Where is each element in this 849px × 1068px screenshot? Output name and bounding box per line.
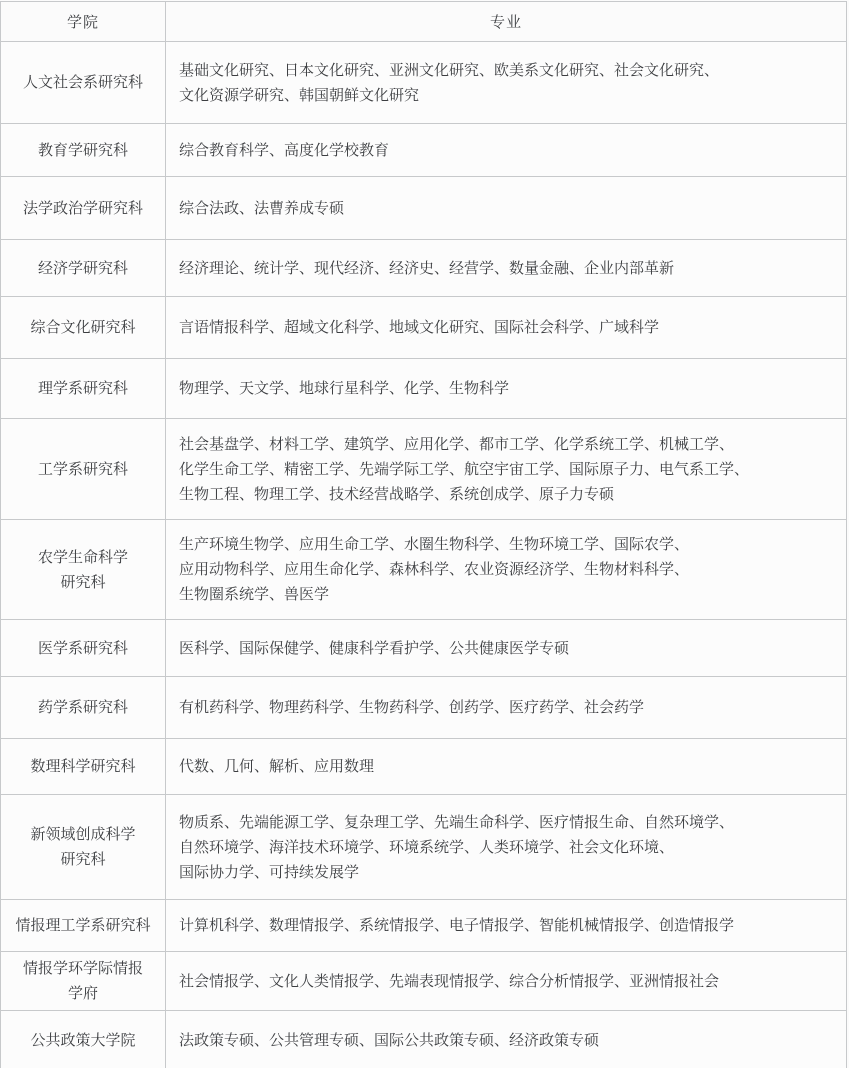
table-row — [1, 520, 847, 620]
college-cell — [1, 1011, 166, 1068]
college-cell — [1, 620, 166, 677]
table-row — [1, 177, 847, 240]
majors-cell — [166, 620, 847, 677]
major-line: 国际协力学、可持续发展学 — [179, 863, 360, 881]
college-line: 新领域创成科学 — [30, 826, 136, 843]
major-line: 言语情报科学、超域文化科学、地域文化研究、国际社会科学、广域科学 — [179, 319, 660, 336]
major-line: 计算机科学、数理情报学、系统情报学、电子情报学、智能机械情报学、创造情报学 — [179, 917, 735, 934]
majors-cell — [166, 520, 847, 620]
college-line: 学府 — [67, 985, 98, 1002]
college-line: 医学系研究科 — [37, 639, 128, 657]
table-row — [1, 795, 847, 900]
major-line: 生物圈系统学、兽医学 — [179, 586, 330, 603]
majors-cell — [166, 952, 847, 1011]
college-line: 数理科学研究科 — [30, 758, 136, 775]
table-row — [1, 739, 847, 795]
major-line: 生产环境生物学、应用生命工学、水圈生物科学、生物环境工学、国际农学、 — [179, 536, 690, 553]
majors-cell — [166, 124, 847, 177]
college-line: 教育学研究科 — [37, 141, 128, 159]
major-line: 社会基盘学、材料工学、建筑学、应用化学、都市工学、化学系统工学、机械工学、 — [179, 435, 735, 453]
table-row — [1, 419, 847, 520]
college-cell — [1, 739, 166, 795]
majors-cell — [166, 677, 847, 739]
major-line: 法政策专硕、公共管理专硕、国际公共政策专硕、经济政策专硕 — [179, 1032, 600, 1049]
majors-cell — [166, 739, 847, 795]
college-line: 理学系研究科 — [37, 380, 128, 397]
table-row — [1, 359, 847, 419]
table-header-row — [1, 2, 847, 42]
college-cell — [1, 177, 166, 240]
table-row — [1, 677, 847, 739]
majors-cell — [166, 359, 847, 419]
college-cell — [1, 900, 166, 952]
college-line: 情报理工学系研究科 — [15, 917, 151, 934]
college-cell — [1, 359, 166, 419]
majors-cell — [166, 240, 847, 297]
major-line: 生物工程、物理工学、技术经营战略学、系统创成学、原子力专硕 — [179, 485, 615, 503]
majors-cell — [166, 419, 847, 520]
college-cell — [1, 952, 166, 1011]
major-line: 综合法政、法曹养成专硕 — [179, 199, 345, 217]
major-line: 代数、几何、解析、应用数理 — [179, 758, 375, 775]
college-cell — [1, 795, 166, 900]
college-line: 研究科 — [60, 851, 106, 868]
college-cell — [1, 677, 166, 739]
table-row — [1, 1011, 847, 1068]
major-line: 基础文化研究、日本文化研究、亚洲文化研究、欧美系文化研究、社会文化研究、 — [179, 61, 720, 79]
major-line: 医科学、国际保健学、健康科学看护学、公共健康医学专硕 — [179, 639, 570, 657]
major-line: 应用动物科学、应用生命化学、森林科学、农业资源经济学、生物材料科学、 — [179, 561, 690, 578]
college-line: 法学政治学研究科 — [22, 199, 143, 217]
majors-cell — [166, 42, 847, 124]
college-cell — [1, 240, 166, 297]
major-line: 经济理论、统计学、现代经济、经济史、经营学、数量金融、企业内部革新 — [179, 259, 675, 277]
majors-cell — [166, 795, 847, 900]
majors-cell — [166, 297, 847, 359]
college-line: 综合文化研究科 — [30, 319, 136, 336]
college-cell — [1, 419, 166, 520]
table-row — [1, 620, 847, 677]
major-line: 文化资源学研究、韩国朝鲜文化研究 — [179, 86, 420, 104]
college-cell — [1, 520, 166, 620]
major-line: 物质系、先端能源工学、复杂理工学、先端生命科学、医疗情报生命、自然环境学、 — [179, 813, 735, 831]
college-cell — [1, 124, 166, 177]
college-line: 情报学环学际情报 — [22, 960, 143, 977]
major-line: 综合教育科学、高度化学校教育 — [179, 141, 390, 159]
column-header-college: 学院 — [1, 2, 166, 42]
major-line: 物理学、天文学、地球行星科学、化学、生物科学 — [179, 380, 510, 397]
table-row — [1, 297, 847, 359]
college-cell — [1, 42, 166, 124]
major-line: 化学生命工学、精密工学、先端学际工学、航空宇宙工学、国际原子力、电气系工学、 — [179, 460, 750, 478]
majors-cell — [166, 177, 847, 240]
college-line: 研究科 — [60, 573, 106, 591]
college-line: 人文社会系研究科 — [22, 74, 143, 91]
college-cell — [1, 297, 166, 359]
table-row — [1, 124, 847, 177]
table-row — [1, 952, 847, 1011]
college-line: 工学系研究科 — [37, 460, 128, 478]
college-line: 药学系研究科 — [37, 699, 128, 716]
table-row — [1, 42, 847, 124]
college-line: 经济学研究科 — [37, 259, 128, 277]
major-line: 社会情报学、文化人类情报学、先端表现情报学、综合分析情报学、亚洲情报社会 — [179, 972, 720, 990]
majors-cell — [166, 900, 847, 952]
college-line: 农学生命科学 — [37, 548, 128, 566]
table-row — [1, 900, 847, 952]
table-row — [1, 240, 847, 297]
college-major-table — [0, 1, 847, 1068]
college-line: 公共政策大学院 — [30, 1032, 136, 1049]
major-line: 有机药科学、物理药科学、生物药科学、创药学、医疗药学、社会药学 — [179, 699, 645, 716]
majors-cell — [166, 1011, 847, 1068]
major-line: 自然环境学、海洋技术环境学、环境系统学、人类环境学、社会文化环境、 — [179, 838, 675, 856]
column-header-major: 专业 — [166, 2, 847, 42]
